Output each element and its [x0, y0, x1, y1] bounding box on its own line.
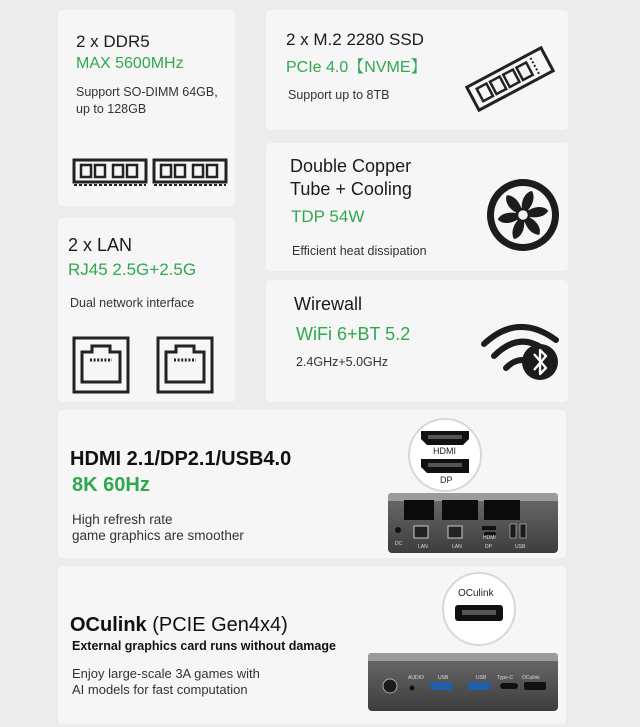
ethernet-port-icon: [72, 336, 130, 394]
oculink-title-bold: OCulink: [70, 614, 147, 636]
ddr-speed: MAX 5600MHz: [76, 55, 184, 72]
ram-module-icon: [152, 156, 228, 188]
oculink-port-icon: [454, 604, 504, 622]
oculink-subtitle: External graphics card runs without damage: [72, 639, 336, 653]
cooling-title-line1: Double Copper: [290, 156, 412, 176]
wireless-spec: WiFi 6+BT 5.2: [296, 324, 411, 344]
fan-icon: [484, 176, 562, 254]
ddr-desc-line2: up to 128GB: [76, 102, 147, 116]
oculink-desc-line2: AI models for fast computation: [72, 682, 248, 697]
minipc-ports-panel: [392, 500, 556, 548]
oculink-desc-line1: Enjoy large-scale 3A games with: [72, 666, 260, 681]
lan-spec: RJ45 2.5G+2.5G: [68, 260, 197, 279]
port-label-hdmi: HDMI: [483, 535, 496, 541]
dp-callout-label: DP: [440, 475, 453, 485]
port-label-dc: DC: [395, 541, 403, 547]
cooling-title-line2: Tube + Cooling: [290, 179, 412, 199]
lan-desc: Dual network interface: [70, 296, 195, 310]
port-label-usb: USB: [476, 675, 487, 681]
hdmi-port-icon: [420, 430, 470, 446]
wifi-bluetooth-icon: [478, 318, 564, 382]
oculink-title: [70, 614, 288, 637]
hdmi-callout-label: HDMI: [433, 446, 456, 456]
port-label-dp: DP: [485, 544, 492, 550]
ssd-title: 2 x M.2 2280 SSD: [286, 30, 424, 49]
port-label-audio: AUDIO: [408, 675, 424, 681]
display-resolution: 8K 60Hz: [72, 474, 150, 496]
oculink-title-rest: (PCIE Gen4x4): [146, 614, 288, 636]
port-label-oculink: OCulink: [522, 675, 540, 681]
minipc-front-ports: [372, 666, 556, 706]
ram-module-icon: [72, 156, 148, 188]
oculink-callout-label: OCulink: [458, 588, 494, 599]
ssd-speed: PCIe 4.0【NVME】: [286, 59, 427, 76]
port-label-lan: LAN: [452, 544, 462, 550]
ssd-desc: Support up to 8TB: [288, 88, 390, 102]
ethernet-port-icon: [156, 336, 214, 394]
cooling-desc: Efficient heat dissipation: [292, 244, 427, 258]
ddr-title: 2 x DDR5: [76, 32, 150, 51]
port-label-type-c: Type-C: [497, 675, 514, 681]
cooling-tdp: TDP 54W: [291, 207, 365, 226]
display-desc-line1: High refresh rate: [72, 512, 173, 527]
port-label-lan: LAN: [418, 544, 428, 550]
port-label-usb: USB: [515, 544, 526, 550]
ssd-module-icon: [462, 46, 558, 112]
displayport-icon: [420, 458, 470, 474]
ddr-desc-line1: Support SO-DIMM 64GB,: [76, 85, 218, 99]
wireless-desc: 2.4GHz+5.0GHz: [296, 355, 389, 369]
lan-title: 2 x LAN: [68, 235, 133, 255]
wireless-title: Wirewall: [294, 294, 363, 314]
display-title: HDMI 2.1/DP2.1/USB4.0: [70, 448, 292, 470]
display-desc-line2: game graphics are smoother: [72, 528, 244, 543]
minipc-front-cover: [368, 653, 558, 661]
port-label-usb: USB: [438, 675, 449, 681]
